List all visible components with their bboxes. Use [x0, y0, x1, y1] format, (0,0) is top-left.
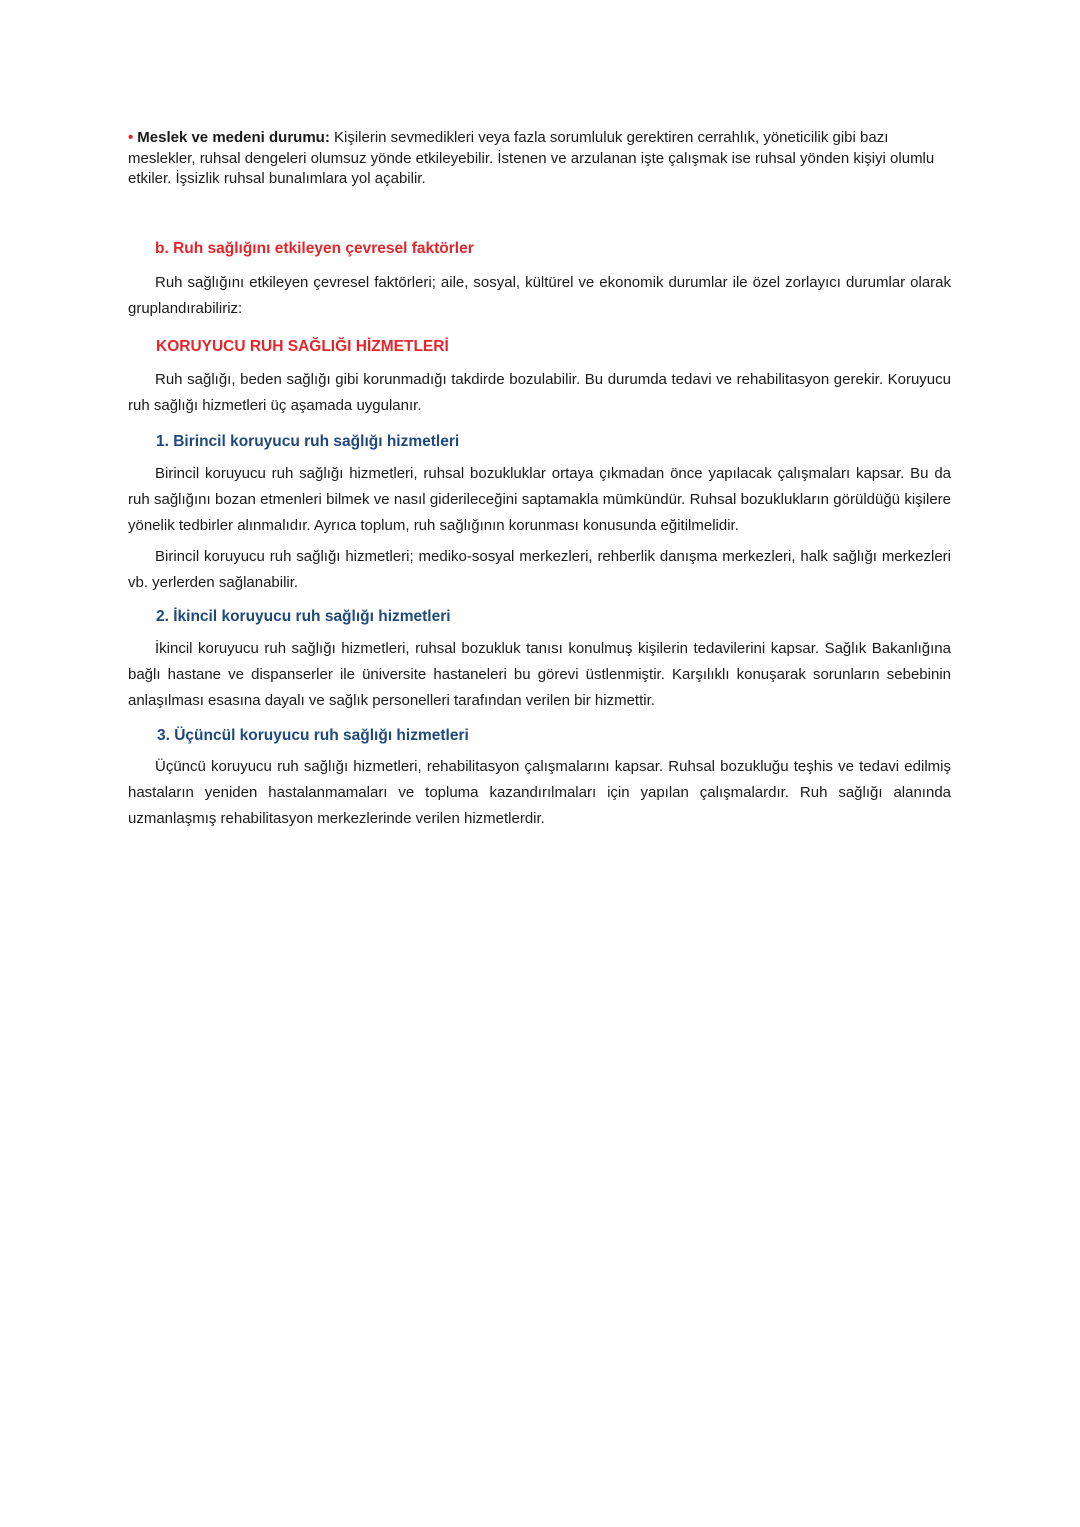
protective-services-heading: KORUYUCU RUH SAĞLIĞI HİZMETLERİ: [156, 338, 449, 355]
bullet-paragraph: [128, 128, 951, 190]
section-b-heading: b. Ruh sağlığını etkileyen çevresel faktörler: [155, 240, 474, 257]
section-b-paragraph: Ruh sağlığını etkileyen çevresel faktörleri; aile, sosyal, kültürel ve ekonomik durumlar ile özel zorlayıcı durumlar olarak gruplandırabiliriz:: [128, 274, 951, 317]
protective-intro-paragraph: Ruh sağlığı, beden sağlığı gibi korunmadığı takdirde bozulabilir. Bu durumda tedavi ve rehabilitasyon gerekir. Koruyucu ruh sağlığı hizmetleri üç aşamada uygulanır.: [128, 371, 951, 414]
primary-services-paragraph-1: Birincil koruyucu ruh sağlığı hizmetleri, ruhsal bozukluklar ortaya çıkmadan önce yapılacak çalışmaları kapsar. Bu da ruh sağlığını bozan etmenleri bilmek ve nasıl giderileceğini saptamakla mümkündür. Ruhsal bozuklukların görüldüğü kişilere yönelik tedbirler alınmalıdır. Ayrıca toplum, ruh sağlığının korunması konusunda eğitilmelidir.: [128, 465, 951, 534]
secondary-services-heading: 2. İkincil koruyucu ruh sağlığı hizmetleri: [156, 608, 451, 625]
bullet-term: Meslek ve medeni durumu:: [137, 129, 330, 146]
tertiary-services-heading: 3. Üçüncül koruyucu ruh sağlığı hizmetleri: [157, 727, 469, 744]
bullet-text: Kişilerin sevmedikleri veya fazla sorumluluk gerektiren cerrahlık, yöneticilik gibi bazı meslekler, ruhsal dengeleri olumsuz yönde etkileyebilir. İstenen ve arzulanan işte çalışmak ise ruhsal yönden kişiyi olumlu etkiler. İşsizlik ruhsal bunalımlara yol açabilir.: [128, 129, 935, 187]
primary-services-paragraph-2: Birincil koruyucu ruh sağlığı hizmetleri; mediko-sosyal merkezleri, rehberlik danışma merkezleri, halk sağlığı merkezleri vb. yerlerden sağlanabilir.: [128, 548, 951, 591]
secondary-services-paragraph: İkincil koruyucu ruh sağlığı hizmetleri, ruhsal bozukluk tanısı konulmuş kişilerin tedavilerini kapsar. Sağlık Bakanlığına bağlı hastane ve dispanserler ile üniversite hastaneleri bu görevi üstlenmiştir. Karşılıklı konuşarak sorunların sebebinin anlaşılması esasına dayalı ve sağlık personelleri tarafından verilen bir hizmettir.: [128, 640, 951, 709]
primary-services-heading: 1. Birincil koruyucu ruh sağlığı hizmetleri: [156, 433, 460, 450]
bullet-icon: •: [128, 129, 134, 146]
tertiary-services-paragraph: Üçüncü koruyucu ruh sağlığı hizmetleri, rehabilitasyon çalışmalarını kapsar. Ruhsal bozukluğu teşhis ve tedavi edilmiş hastaların yeniden hastalanmamaları ve topluma kazandırılmaları için yapılan çalışmalardır. Ruh sağlığı alanında uzmanlaşmış rehabilitasyon merkezlerinde verilen hizmetlerdir.: [128, 758, 951, 827]
